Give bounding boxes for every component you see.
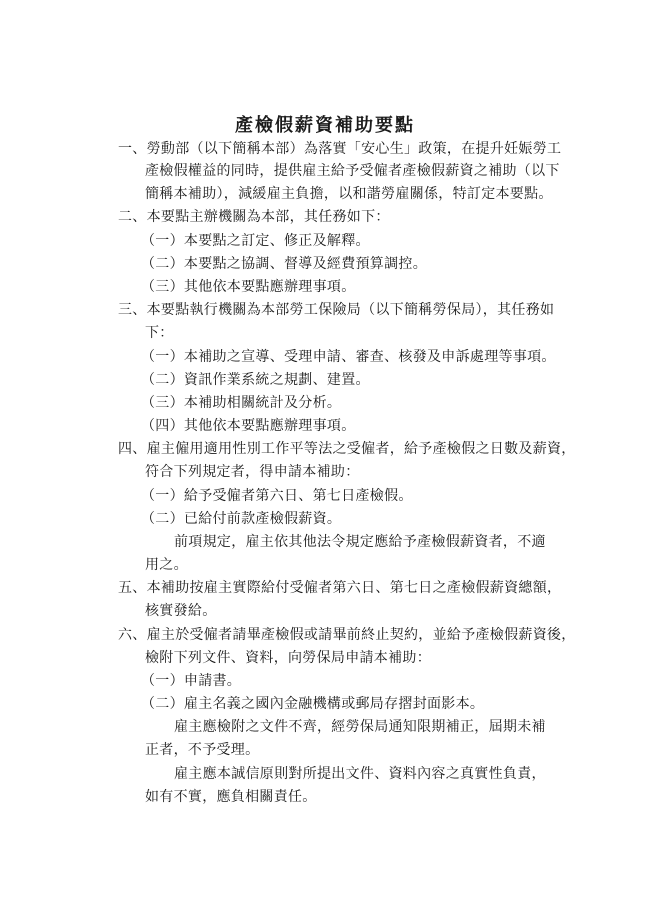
text-line: （一）本要點之訂定、修正及解釋。 — [141, 233, 370, 249]
text-line: 下： — [145, 325, 174, 341]
text-line: 符合下列規定者，得申請本補助： — [145, 464, 360, 480]
text-line: （一）申請書。 — [141, 673, 242, 689]
text-line: （一）本補助之宣導、受理申請、審查、核發及申訴處理等事項。 — [141, 349, 556, 365]
text-line: 五、本補助按雇主實際給付受僱者第六日、第七日之產檢假薪資總額， — [118, 580, 562, 596]
text-line: （二）資訊作業系統之規劃、建置。 — [141, 372, 370, 388]
text-line: （二）本要點之協調、督導及經費預算調控。 — [141, 256, 427, 272]
text-line: （四）其他依本要點應辦理事項。 — [141, 418, 356, 434]
text-line: 前項規定，雇主依其他法令規定應給予產檢假薪資者，不適 — [174, 534, 546, 550]
text-line: （三）其他依本要點應辦理事項。 — [141, 279, 356, 295]
text-line: 雇主應檢附之文件不齊，經勞保局通知限期補正，屆期未補 — [174, 719, 546, 735]
text-line: 雇主應本誠信原則對所提出文件、資料內容之真實性負責， — [174, 766, 546, 782]
text-line: 四、雇主僱用適用性別工作平等法之受僱者，給予產檢假之日數及薪資， — [118, 441, 576, 457]
text-line: 六、雇主於受僱者請畢產檢假或請畢前終止契約，並給予產檢假薪資後， — [118, 627, 576, 643]
text-line: （一）給予受僱者第六日、第七日產檢假。 — [141, 488, 413, 504]
text-line: 檢附下列文件、資料，向勞保局申請本補助： — [145, 650, 431, 666]
text-line: 核實發給。 — [145, 603, 217, 619]
text-line: （二）已給付前款產檢假薪資。 — [141, 511, 342, 527]
text-line: 簡稱本補助），減緩雇主負擔，以和諧勞雇關係，特訂定本要點。 — [145, 186, 553, 202]
text-line: 如有不實，應負相關責任。 — [145, 789, 317, 805]
text-line: 二、本要點主辦機關為本部，其任務如下： — [118, 209, 390, 225]
text-line: 正者，不予受理。 — [145, 742, 260, 758]
document-title: 產檢假薪資補助要點 — [235, 115, 415, 136]
text-line: 用之。 — [145, 557, 188, 573]
text-line: （三）本補助相關統計及分析。 — [141, 395, 342, 411]
text-line: 三、本要點執行機關為本部勞工保險局（以下簡稱勞保局），其任務如 — [118, 302, 555, 318]
text-line: （二）雇主名義之國內金融機構或郵局存摺封面影本。 — [141, 696, 485, 712]
text-line: 一、勞動部（以下簡稱本部）為落實「安心生」政策，在提升妊娠勞工 — [118, 141, 562, 157]
text-line: 產檢假權益的同時，提供雇主給予受僱者產檢假薪資之補助（以下 — [145, 163, 560, 179]
